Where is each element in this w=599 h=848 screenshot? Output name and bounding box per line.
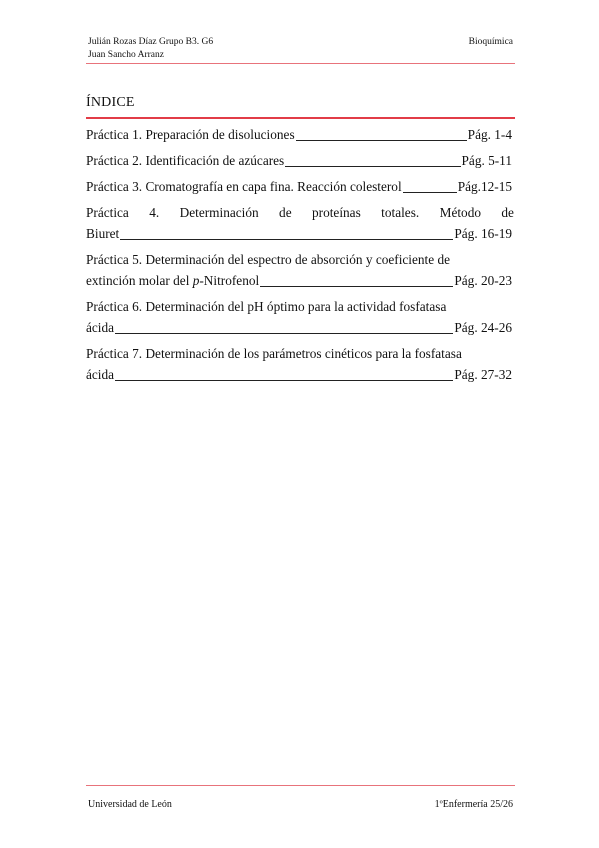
toc-entry-text: Práctica 2. Identificación de azúcares <box>86 153 285 168</box>
table-of-contents <box>86 124 514 390</box>
toc-entry-7 <box>86 343 514 385</box>
footer-course-year: 1ºEnfermería 25/26 <box>434 799 513 810</box>
toc-entry-line-1 <box>86 343 514 364</box>
toc-word: proteínas <box>312 205 361 220</box>
toc-entry-text: Biuret <box>86 226 120 241</box>
toc-entry-page: Pág. 16-19 <box>454 226 512 241</box>
toc-entry-line-2 <box>86 223 514 244</box>
toc-entry-line-1 <box>86 249 514 270</box>
header-author-line-1: Julián Rozas Díaz Grupo B3. G6 <box>88 37 214 47</box>
toc-word: Método <box>439 205 481 220</box>
title-divider <box>86 117 515 119</box>
toc-word: Práctica <box>86 205 129 220</box>
dotted-leader <box>285 166 460 167</box>
header-authors <box>88 36 213 62</box>
header-author-line-2: Juan Sancho Arranz <box>88 50 164 60</box>
toc-word: de <box>279 205 292 220</box>
toc-entry-page: Pág. 1-4 <box>467 127 512 142</box>
dotted-leader <box>260 286 453 287</box>
toc-word: 4. <box>149 205 160 220</box>
toc-entry-text: Práctica 3. Cromatografía en capa fina. Reacción colesterol <box>86 179 402 194</box>
toc-word: Determinación <box>179 205 259 220</box>
toc-entry-page: Pág. 20-23 <box>454 273 512 288</box>
toc-entry-line-1 <box>86 296 514 317</box>
toc-text-prefix: extinción molar del <box>86 273 193 288</box>
toc-entry-page: Pág. 5-11 <box>461 153 512 168</box>
toc-entry-line-1 <box>86 202 514 223</box>
page-title: ÍNDICE <box>86 95 135 110</box>
toc-entry-5 <box>86 249 514 291</box>
toc-entry-line-2 <box>86 317 514 338</box>
header-divider <box>86 63 515 64</box>
toc-entry-3 <box>86 176 514 197</box>
toc-entry-text: Práctica 5. Determinación del espectro de absorción y coeficiente de <box>86 252 451 267</box>
footer-university: Universidad de León <box>88 799 172 810</box>
dotted-leader <box>296 140 467 141</box>
toc-entry-2 <box>86 150 514 171</box>
footer-divider <box>86 785 515 786</box>
toc-entry-page: Pág. 24-26 <box>454 320 512 335</box>
toc-text-italic: p <box>192 273 200 288</box>
toc-entry-line-2 <box>86 364 514 385</box>
toc-entry-page: Pág. 27-32 <box>454 367 512 382</box>
toc-entry-line-2 <box>86 270 514 291</box>
dotted-leader <box>403 192 457 193</box>
dotted-leader <box>120 239 453 240</box>
toc-entry-text-2: ácida <box>86 367 115 382</box>
toc-entry-4 <box>86 202 514 244</box>
header-subject: Bioquímica <box>468 37 513 47</box>
dotted-leader <box>115 333 453 334</box>
toc-entry-text: Práctica 7. Determinación de los parámetros cinéticos para la fosfatasa <box>86 346 462 361</box>
toc-entry-1 <box>86 124 514 145</box>
toc-word: de <box>501 205 514 220</box>
toc-entry-text-2 <box>86 270 259 291</box>
toc-entry-text-2: ácida <box>86 320 115 335</box>
toc-word: totales. <box>381 205 420 220</box>
toc-entry-text: Práctica 6. Determinación del pH óptimo para la actividad fosfatasa <box>86 299 447 314</box>
dotted-leader <box>115 380 453 381</box>
toc-entry-page: Pág.12-15 <box>457 179 512 194</box>
toc-entry-6 <box>86 296 514 338</box>
toc-entry-text: Práctica 1. Preparación de disoluciones <box>86 127 295 142</box>
toc-text-suffix: -Nitrofenol <box>199 273 260 288</box>
